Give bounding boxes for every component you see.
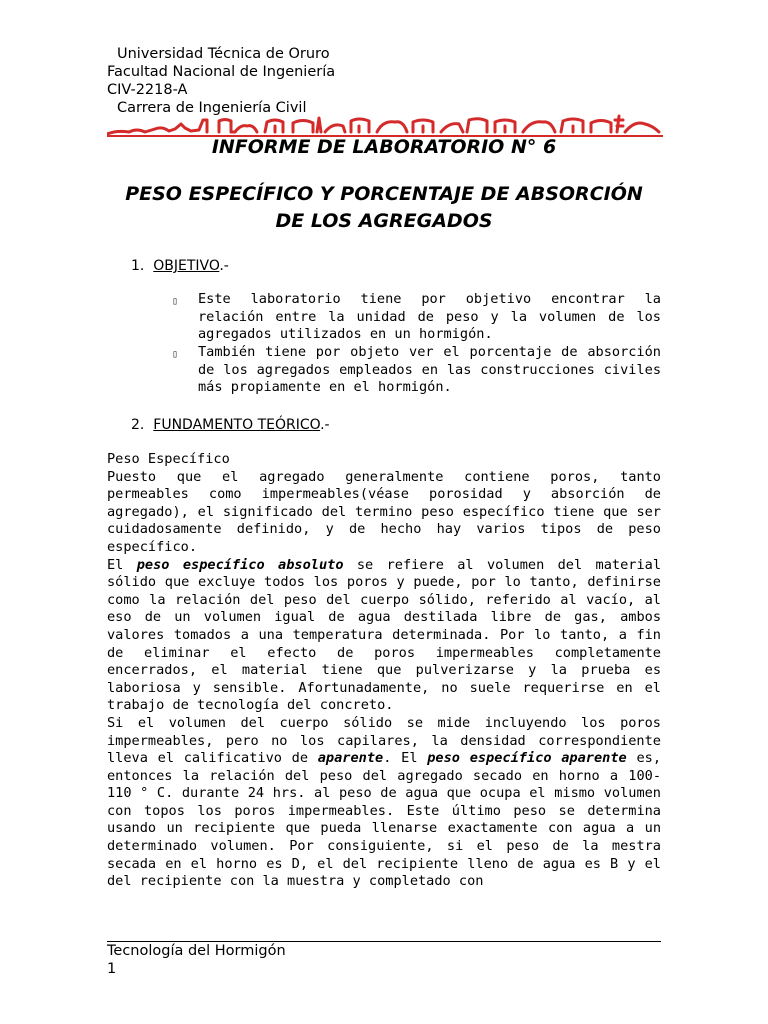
subject-title-line2: DE LOS AGREGADOS [275,210,493,232]
footer-course-name: Tecnología del Hormigón [107,943,286,959]
p3-pre: Si el volumen del cuerpo sólido se mide incluyendo los poros impermeables, pero no los capilares, la densidad correspondiente lleva el calificativo de [107,714,661,767]
section-objective-heading [131,257,229,275]
p3-mid: . El [383,750,428,767]
objective-bullet-2: También tiene por objeto ver el porcentaje de absorción de los agregados empleados en las construcciones civiles más propiamente en el hormigón. [198,344,661,396]
section-number: 2. [131,417,145,433]
theory-paragraph-2 [107,557,661,715]
p2-post: se refiere al volumen del material sólido que excluye todos los poros y puede, por lo tanto, definirse como la relación del peso del cuerpo sólido, referido al vacío, al eso de un volumen igual de agua destilada libre de gas, ambos valores tomados a una temperatura determinada. Por lo tanto, a fin de eliminar el efecto de poros impermeables completamente encerrados, el material tiene que pulverizarse y la prueba es laboriosa y sensible. Afortunadamente, no suele requerirse en el trabajo de tecnología del concreto. [107,556,662,714]
section-suffix: .- [320,417,330,433]
term-apparent: aparente [317,750,384,767]
theory-body [107,451,661,891]
subject-title-line1: PESO ESPECÍFICO Y PORCENTAJE DE ABSORCIÓN [125,183,643,205]
university-name: Universidad Técnica de Oruro [117,46,330,62]
report-title: INFORME DE LABORATORIO N° 6 [211,136,557,158]
term-absolute-specific-weight: peso específico absoluto [136,556,344,573]
faculty-name: Facultad Nacional de Ingeniería [107,64,336,80]
theory-heading: Peso Específico [107,451,230,467]
objective-bullet-1: Este laboratorio tiene por objetivo encontrar la relación entre la unidad de peso y la volumen de los agregados utilizados en un hormigón. [198,291,661,343]
p2-pre: El [107,556,137,573]
bullet-marker: ▯ [172,296,179,307]
theory-paragraph-3 [107,715,661,891]
section-theory-heading [131,416,330,434]
section-suffix: .- [219,258,229,274]
section-number: 1. [131,258,145,274]
section-label: OBJETIVO [153,258,220,274]
career-name: Carrera de Ingeniería Civil [117,100,307,116]
section-label: FUNDAMENTO TEÓRICO [153,417,321,433]
term-apparent-specific-weight: peso específico aparente [427,750,627,767]
bullet-marker: ▯ [172,349,179,360]
footer-page-number: 1 [107,961,117,977]
p3-post: es, entonces la relación del peso del agregado secado en horno a 100-110 ° C. durante 24 hrs. al peso de agua que ocupa el mismo volumen con topos los poros impermeables. Este último peso se determina usando un recipiente que pueda llenarse exactamente con agua a un determinado volumen. Por consiguiente, si el peso de la mestra secada en el horno es D, el del recipiente lleno de agua es B y el del recipiente con la muestra y completado con [107,750,662,890]
theory-paragraph-1: Puesto que el agregado generalmente contiene poros, tanto permeables como impermeables(véase porosidad y absorción de agregado), el significado del termino peso específico tiene que ser cuidadosamente definido, y de hecho hay varios tipos de peso específico. [107,468,661,555]
course-code: CIV-2218-A [107,82,188,98]
